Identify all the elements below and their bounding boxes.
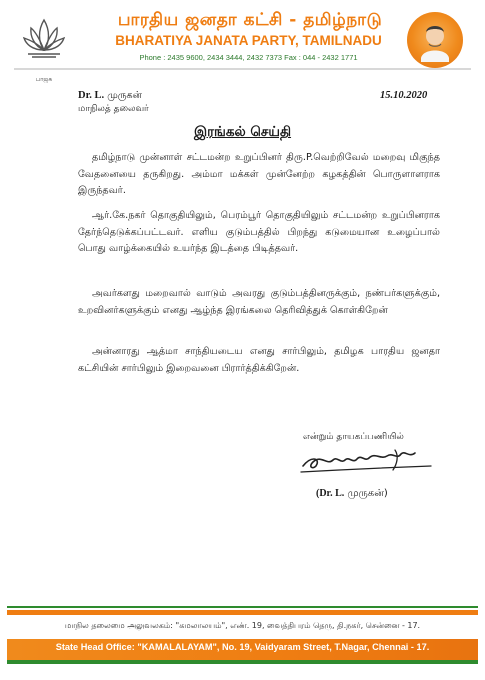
logo-caption: பாஜக <box>35 76 53 83</box>
footer-bottom-green-rule <box>7 660 478 664</box>
letter-title: இரங்கல் செய்தி <box>193 124 292 140</box>
header-divider <box>14 68 471 70</box>
signatory-name-prefix: (Dr. L. <box>316 488 345 499</box>
header-tamil-title: பாரதிய ஜனதா கட்சி - தமிழ்நாடு <box>117 10 383 30</box>
bjp-lotus-logo <box>22 14 66 76</box>
sender-role: மாநிலத் தலைவர் <box>78 104 149 114</box>
header-phone-line: Phone : 2435 9600, 2434 3444, 2432 7373 Fax : 044 - 2432 1771 <box>139 53 358 62</box>
leader-portrait-badge <box>407 12 463 68</box>
sender-name-tamil: முருகன் <box>107 90 142 101</box>
body-paragraph-3: அவர்களது மறைவால் வாடும் அவரது குடும்பத்தினருக்கும், நண்பர்களுக்கும், உறவினர்களுக்கும் எனது ஆழ்ந்த இரங்கலை தெரிவித்துக் கொள்கிறேன் <box>78 288 440 316</box>
footer-saffron-rule <box>7 610 478 615</box>
footer-english-address: State Head Office: "KAMALALAYAM", No. 19, Vaidyaram Street, T.Nagar, Chennai - 17. <box>55 642 430 652</box>
body-paragraph-4: அன்னாரது ஆத்மா சாந்தியடைய எனது சார்பிலும், தமிழக பாரதிய ஜனதா கட்சியின் சார்பிலும் இறைவனை பிரார்த்திக்கிறேன். <box>78 346 440 374</box>
letter-date: 15.10.2020 <box>380 90 428 101</box>
body-paragraph-1: தமிழ்நாடு முன்னாள் சட்டமன்ற உறுப்பினர் திரு.P.வெற்றிவேல் மறைவு மிகுந்த வேதனையை தருகிறது. அம்மா மக்கள் முன்னேற்ற கழகத்தின் பொருளாளராக இருந்தவர். <box>78 152 440 196</box>
handwritten-signature <box>297 444 437 480</box>
signatory-name <box>316 488 388 500</box>
signatory-name-tamil: முருகன்) <box>347 488 388 499</box>
sender-name-prefix: Dr. L. <box>78 90 105 101</box>
sender-name <box>78 90 142 102</box>
closing-phrase: என்றும் தாயகப்பணியில் <box>303 432 404 442</box>
footer-green-rule <box>7 606 478 608</box>
footer-tamil-address: மாநில தலைமை அலுவலகம்: "கமலாலயம்", எண். 19, வைத்திபரம் தெரு, தி.நகர், சென்னை - 17. <box>64 621 421 630</box>
header-english-title: BHARATIYA JANATA PARTY, TAMILNADU <box>115 33 382 48</box>
body-paragraph-2: ஆர்.கே.நகர் தொகுதியிலும், பெரம்பூர் தொகுதியிலும் சட்டமன்ற உறுப்பினராக தேர்ந்தெடுக்கப்பட்டவர். எளிய குடும்பத்தில் பிறந்து கடுமையான உழைப்பால் பொது வாழ்க்கையில் உயர்ந்த இடத்தை பிடித்தவர். <box>78 210 440 254</box>
